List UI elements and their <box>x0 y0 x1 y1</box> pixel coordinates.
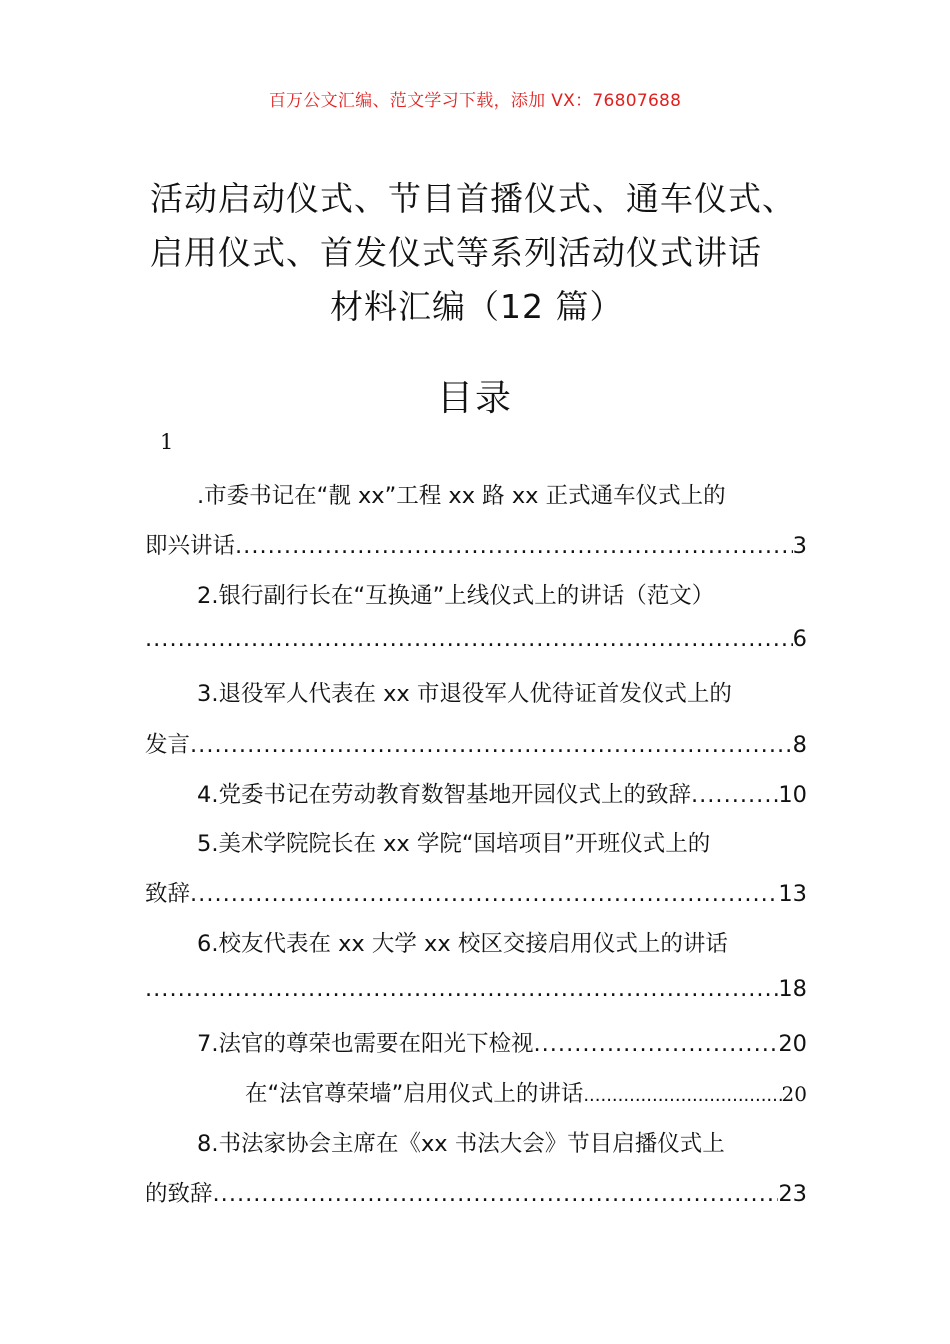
toc-entry-7-subtitle-text: 在“法官尊荣墙”启用仪式上的讲话 <box>245 1081 584 1107</box>
toc-entry-6-cont[interactable] <box>145 976 807 1002</box>
toc-entry-1-title[interactable]: .市委书记在“靓 xx”工程 xx 路 xx 正式通车仪式上的 <box>197 483 726 509</box>
toc-entry-7-page: 20 <box>778 1031 807 1057</box>
toc-entry-2-title[interactable]: 2.银行副行长在“互换通”上线仪式上的讲话（范文） <box>197 583 715 609</box>
toc-entry-4[interactable] <box>145 777 807 809</box>
toc-entry-2-cont[interactable] <box>145 626 807 652</box>
toc-entry-1-title-cont: 即兴讲话 <box>145 533 236 559</box>
toc-entry-3-page: 8 <box>792 732 807 758</box>
toc-entry-8-cont[interactable] <box>145 1176 807 1208</box>
toc-entry-3-cont[interactable] <box>145 727 807 759</box>
toc-heading: 目录 <box>436 378 513 419</box>
watermark-header: 百万公文汇编、范文学习下载，添加 VX：76807688 <box>268 91 682 111</box>
page-marker: 1 <box>160 430 174 454</box>
title-line-1: 活动启动仪式、节目首播仪式、通车仪式、 <box>150 179 796 218</box>
toc-entry-2-page: 6 <box>792 626 807 652</box>
toc-entry-3-title-cont: 发言 <box>145 732 191 758</box>
toc-entry-4-title: 4.党委书记在劳动教育数智基地开园仪式上的致辞 <box>197 782 691 808</box>
toc-entry-8-title-cont: 的致辞 <box>145 1181 213 1207</box>
toc-entry-8-page: 23 <box>778 1181 807 1207</box>
toc-entry-5-title[interactable]: 5.美术学院院长在 xx 学院“国培项目”开班仪式上的 <box>197 831 711 857</box>
title-line-3: 材料汇编（12 篇） <box>330 287 624 326</box>
toc-entry-6-page: 18 <box>778 976 807 1002</box>
toc-entry-1-cont[interactable] <box>145 528 807 560</box>
toc-entry-7-title: 7.法官的尊荣也需要在阳光下检视 <box>197 1031 534 1057</box>
document-title <box>150 172 830 334</box>
toc-entry-1-page: 3 <box>792 533 807 559</box>
toc-entry-7-subtitle-page: 20 <box>781 1082 807 1106</box>
toc-entry-8-title[interactable]: 8.书法家协会主席在《xx 书法大会》节目启播仪式上 <box>197 1131 725 1157</box>
title-line-2: 启用仪式、首发仪式等系列活动仪式讲话 <box>150 233 762 272</box>
toc-entry-6-title[interactable]: 6.校友代表在 xx 大学 xx 校区交接启用仪式上的讲话 <box>197 931 728 957</box>
toc-entry-5-cont[interactable] <box>145 876 807 908</box>
toc-entry-5-page: 13 <box>778 881 807 907</box>
toc-entry-5-title-cont: 致辞 <box>145 881 191 907</box>
toc-entry-7-subtitle[interactable] <box>145 1076 807 1108</box>
toc-entry-4-page: 10 <box>778 782 807 808</box>
toc-entry-3-title[interactable]: 3.退役军人代表在 xx 市退役军人优待证首发仪式上的 <box>197 681 732 707</box>
toc-entry-7[interactable] <box>145 1026 807 1058</box>
